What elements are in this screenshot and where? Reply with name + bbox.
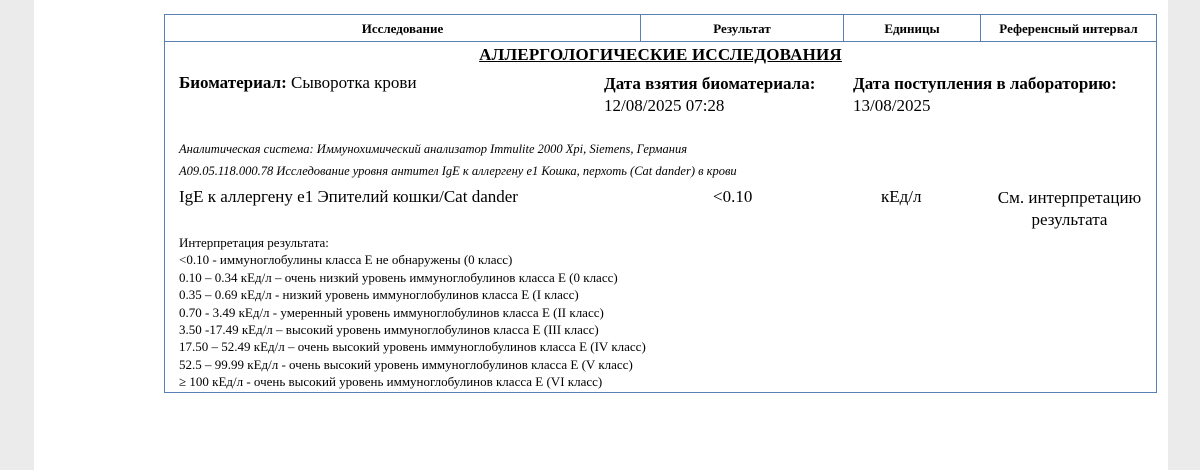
header-reference: Референсный интервал	[980, 15, 1156, 42]
results-table	[164, 14, 1157, 393]
reference-line-1: См. интерпретацию	[997, 188, 1142, 207]
sample-taken-label: Дата взятия биоматериала:	[604, 74, 816, 93]
interpretation	[179, 234, 646, 391]
interpretation-title: Интерпретация результата:	[179, 235, 329, 250]
table-header	[165, 15, 1156, 42]
lab-received-label: Дата поступления в лабораторию:	[853, 74, 1117, 93]
interpretation-line: 0.35 – 0.69 кЕд/л - низкий уровень иммуноглобулинов класса E (I класс)	[179, 287, 579, 303]
lab-received	[853, 73, 1117, 117]
result-value: <0.10	[713, 187, 753, 206]
interpretation-line: 0.10 – 0.34 кЕд/л – очень низкий уровень иммуноглобулинов класса E (0 класс)	[179, 269, 618, 285]
lab-received-value: 13/08/2025	[853, 96, 931, 115]
interpretation-line: <0.10 - иммуноглобулины класса E не обнаружены (0 класс)	[179, 252, 513, 268]
reference-line-2: результата	[1031, 210, 1108, 229]
section-title: АЛЛЕРГОЛОГИЧЕСКИЕ ИССЛЕДОВАНИЯ	[479, 45, 842, 64]
interpretation-line: 0.70 - 3.49 кЕд/л - умеренный уровень иммуноглобулинов класса E (II класс)	[179, 304, 604, 320]
document-page	[34, 0, 1168, 470]
header-result: Результат	[640, 15, 843, 42]
result-reference	[982, 187, 1157, 231]
interpretation-line: ≥ 100 кЕд/л - очень высокий уровень иммуноглобулинов класса E (VI класс)	[179, 374, 603, 390]
analytic-system: Аналитическая система: Иммунохимический анализатор Immulite 2000 Xpi, Siemens, Германия	[179, 142, 688, 156]
interpretation-line: 3.50 -17.49 кЕд/л – высокий уровень иммуноглобулинов класса E (III класс)	[179, 322, 599, 338]
biomaterial-label: Биоматериал:	[179, 73, 287, 92]
result-units: кЕд/л	[881, 187, 922, 206]
sample-taken-value: 12/08/2025 07:28	[604, 96, 725, 115]
header-units: Единицы	[843, 15, 980, 42]
interpretation-line: 17.50 – 52.49 кЕд/л – очень высокий уровень иммуноглобулинов класса E (IV класс)	[179, 339, 646, 355]
biomaterial-value: Сыворотка крови	[290, 73, 417, 92]
biomaterial	[179, 73, 417, 93]
result-name: IgE к аллергену e1 Эпителий кошки/Cat dander	[179, 187, 518, 206]
interpretation-line: 52.5 – 99.99 кЕд/л - очень высокий уровень иммуноглобулинов класса E (V класс)	[179, 356, 633, 372]
test-code: A09.05.118.000.78 Исследование уровня антител IgE к аллергену e1 Кошка, перхоть (Cat dander) в крови	[179, 164, 737, 178]
sample-taken	[604, 73, 815, 117]
header-test: Исследование	[361, 21, 444, 36]
